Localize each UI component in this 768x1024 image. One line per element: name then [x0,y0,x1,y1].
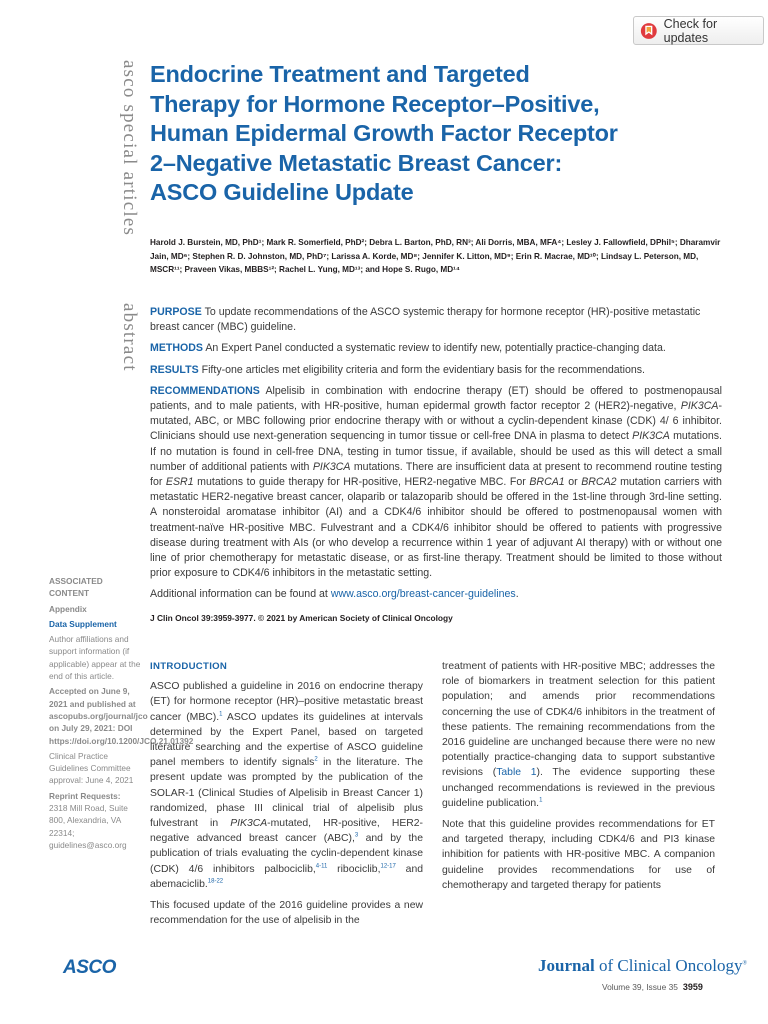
p1-text: -mutated, HR-positive, HER2-negative advanced breast cancer (ABC), [150,818,423,845]
results-text: Fifty-one articles met eligibility criteria and form the evidentiary basis for the recommendations. [201,363,645,376]
check-for-updates-button[interactable] [633,16,764,45]
table-1-link[interactable]: Table 1 [496,767,537,779]
p1-text: in the literature. The present update was prompted by the publication of the SOLAR-1 (Clinical Studies of Alpelisib in Breast Cancer 1) randomized, phase III clinical trial of alpelisib plus fulvestrant in [150,757,423,830]
abstract [150,305,722,609]
volume-issue: Volume 39, Issue 35 [602,982,678,992]
ref-link[interactable]: 4-11 [315,863,328,870]
rec-gene-brca1: BRCA1 [529,476,565,489]
purpose-text: To update recommendations of the ASCO systemic therapy for hormone receptor (HR)-positive metastatic breast cancer (MBC) guideline. [150,306,701,334]
body-column-left [150,659,423,934]
citation-line: J Clin Oncol 39:3959-3977. © 2021 by American Society of Clinical Oncology [150,613,453,623]
p3-text: ). The evidence supporting these unchanged recommendations is reviewed in the previous guideline publication. [442,767,715,809]
data-supplement-link[interactable]: Data Supplement [49,618,117,629]
guidelines-link[interactable]: www.asco.org/breast-cancer-guidelines [330,588,516,601]
recommendations-keyword: RECOMMENDATIONS [150,384,260,397]
purpose-keyword: PURPOSE [150,306,202,318]
ref-link[interactable]: 3 [354,832,359,839]
journal-name [538,956,747,976]
rec-text-2: -mutated, ABC, or MBC following prior endocrine therapy with or without a cyclin-dependent kinase (CDK) 4/ 6 inhibitor. Clinicians should use next-generation sequencing in tumor tissue or cell-free DNA in plasma to detect [150,400,722,443]
p1-text: ASCO published a guideline in 2016 on endocrine therapy (ET) for hormone receptor (HR)–positive metastatic breast cancer (MBC). [150,681,423,723]
accepted-published-note: Accepted on June 9, 2021 and published at ascopubs.org/journal/jco on July 29, 2021: DOI https://doi.org/10.1200/JCO.21.01392 [49,686,194,746]
rec-text-4: mutations. There are insufficient data at present to recommend routine testing for [150,460,723,489]
ref-link[interactable]: 2 [314,756,318,763]
intro-paragraph-4: Note that this guideline provides recommendations for ET and targeted therapy, including CDK4/6 and PI3 kinase inhibition for patients with HR-positive MBC. A companion guideline provides recommendations for use of chemotherapy and targeted therapy for patients [442,819,715,891]
committee-approval-note: Clinical Practice Guidelines Committee approval: June 4, 2021 [49,750,134,786]
ref-link[interactable]: 1 [539,797,543,804]
section-label-asco-special-articles: asco special articles [119,60,140,237]
rec-gene-pik3ca: PIK3CA [312,460,351,473]
p3-text: treatment of patients with HR-positive MBC; addresses the role of biomarkers in treatment selection for this patient population; and amends prior recommendations concerning the use of CDK4/6 inhibitors in the treatment of these patients. The remaining recommendations from the 2016 guideline are unchanged because there were no new potentially practice-changing data to support substantive revisions ( [442,661,715,779]
abstract-additional-info [150,587,722,602]
page-number: 3959 [682,982,703,992]
introduction-heading: INTRODUCTION [150,661,228,672]
registered-mark: ® [742,960,748,967]
rec-gene-esr1: ESR1 [165,476,194,489]
additional-end: . [515,588,519,601]
journal-rest: of Clinical Oncology [598,956,743,975]
rec-text-3: mutations. If no mutation is found in cell-free DNA, testing in tumor tissue, if available, should be used as this will detect a small number of additional patients with [150,430,722,473]
ref-link[interactable]: 1 [219,711,223,718]
intro-paragraph-2: This focused update of the 2016 guideline provides a new recommendation for the use of alpelisib in the [150,900,423,927]
methods-text: An Expert Panel conducted a systematic review to identify new, potentially practice-changing data. [205,342,666,355]
p1-text: and abemaciclib. [150,863,424,890]
reprint-requests [49,790,141,851]
rec-text-7: mutation carriers with metastatic HER2-negative breast cancer, olaparib or talazoparib should be offered in the 1st-line through 3rd-line setting. A nonsteroidal aromatase inhibitor (AI) and a CDK4/6 inhibitor should be offered to postmenopausal women with treatment-naïve HR-positive MBC. Fulvestrant and a CDK4/6 inhibitor should be offered to patients with progressive disease during treatment with AIs (or who develop a recurrence within 1 year of adjuvant AI therapy) with or without one line of prior chemotherapy for metastatic disease, or as first-line therapy. Treatment should be limited to those without prior exposure to CDK4/6 inhibitors in the metastatic setting. [150,476,722,580]
ref-link[interactable]: 18-22 [207,878,224,885]
intro-paragraph-3 [442,659,715,811]
gene-pik3ca: PIK3CA [230,818,268,830]
check-updates-icon [640,22,658,40]
rec-gene-pik3ca: PIK3CA [632,430,670,443]
additional-text: Additional information can be found at [150,588,328,601]
intro-paragraph-1 [150,679,423,892]
rec-text-6: or [568,476,578,489]
abstract-purpose [150,305,722,335]
body-column-right [442,659,715,899]
abstract-recommendations [150,384,722,582]
rec-gene-pik3ca: PIK3CA [680,400,719,413]
ref-link[interactable]: 12-17 [380,863,396,870]
author-list: Harold J. Burstein, MD, PhD¹; Mark R. Somerfield, PhD²; Debra L. Barton, PhD, RN³; Ali Dorris, MBA, MFA⁴; Lesley J. Fallowfield, DPhil⁵; Dharamvir Jain, MD⁶; Stephen R. D. Johnston, MD, PhD⁷; Larissa A. Korde, MD⁸; Jennifer K. Litton, MD⁹; Erin R. Macrae, MD¹⁰; Lindsay L. Peterson, MD, MSCR¹¹; Praveen Vikas, MBBS¹²; Rachel L. Yung, MD¹³; and Hope S. Rugo, MD¹⁴ [150,238,721,274]
volume-page [602,982,703,992]
abstract-methods [150,341,722,356]
abstract-results [150,363,722,378]
asco-logo: ASCO [63,957,116,978]
methods-keyword: METHODS [150,342,203,355]
section-label-abstract: abstract [119,303,140,372]
reprint-address: 2318 Mill Road, Suite 800, Alexandria, VA 22314; guidelines@asco.org [49,803,128,850]
article-title: Endocrine Treatment and Targeted Therapy for Hormone Receptor–Positive, Human Epidermal Growth Factor Receptor 2–Negative Metastatic Breast Cancer: ASCO Guideline Update [150,61,618,205]
journal-word: Journal [538,956,595,975]
affiliations-note: Author affiliations and support information (if applicable) appear at the end of this article. [49,634,141,682]
rec-gene-brca2: BRCA2 [581,476,617,489]
appendix-link[interactable]: Appendix [49,603,87,614]
rec-text-5: mutations to guide therapy for HR-positive, HER2-negative MBC. For [197,476,526,489]
p1-text: and by the publication of trials evaluating the cyclin-dependent kinase (CDK) 4/6 inhibitors palbociclib, [150,833,423,875]
p1-text: ASCO updates its guidelines at intervals determined by the Expert Panel, based on targeted literature searching and the expertise of ASCO guideline panel members to identify signals [150,711,423,769]
results-keyword: RESULTS [150,363,199,376]
check-updates-label: Check for updates [663,16,718,45]
p1-text: ribociclib, [327,863,381,875]
associated-content-heading: ASSOCIATED CONTENT [49,576,103,599]
rec-text-1: Alpelisib in combination with endocrine therapy (ET) should be offered to postmenopausal patients, and to male patients, with HR-positive, human epidermal growth factor receptor 2 (HER2)-negative, [150,384,723,413]
reprint-label: Reprint Requests: [49,790,121,801]
